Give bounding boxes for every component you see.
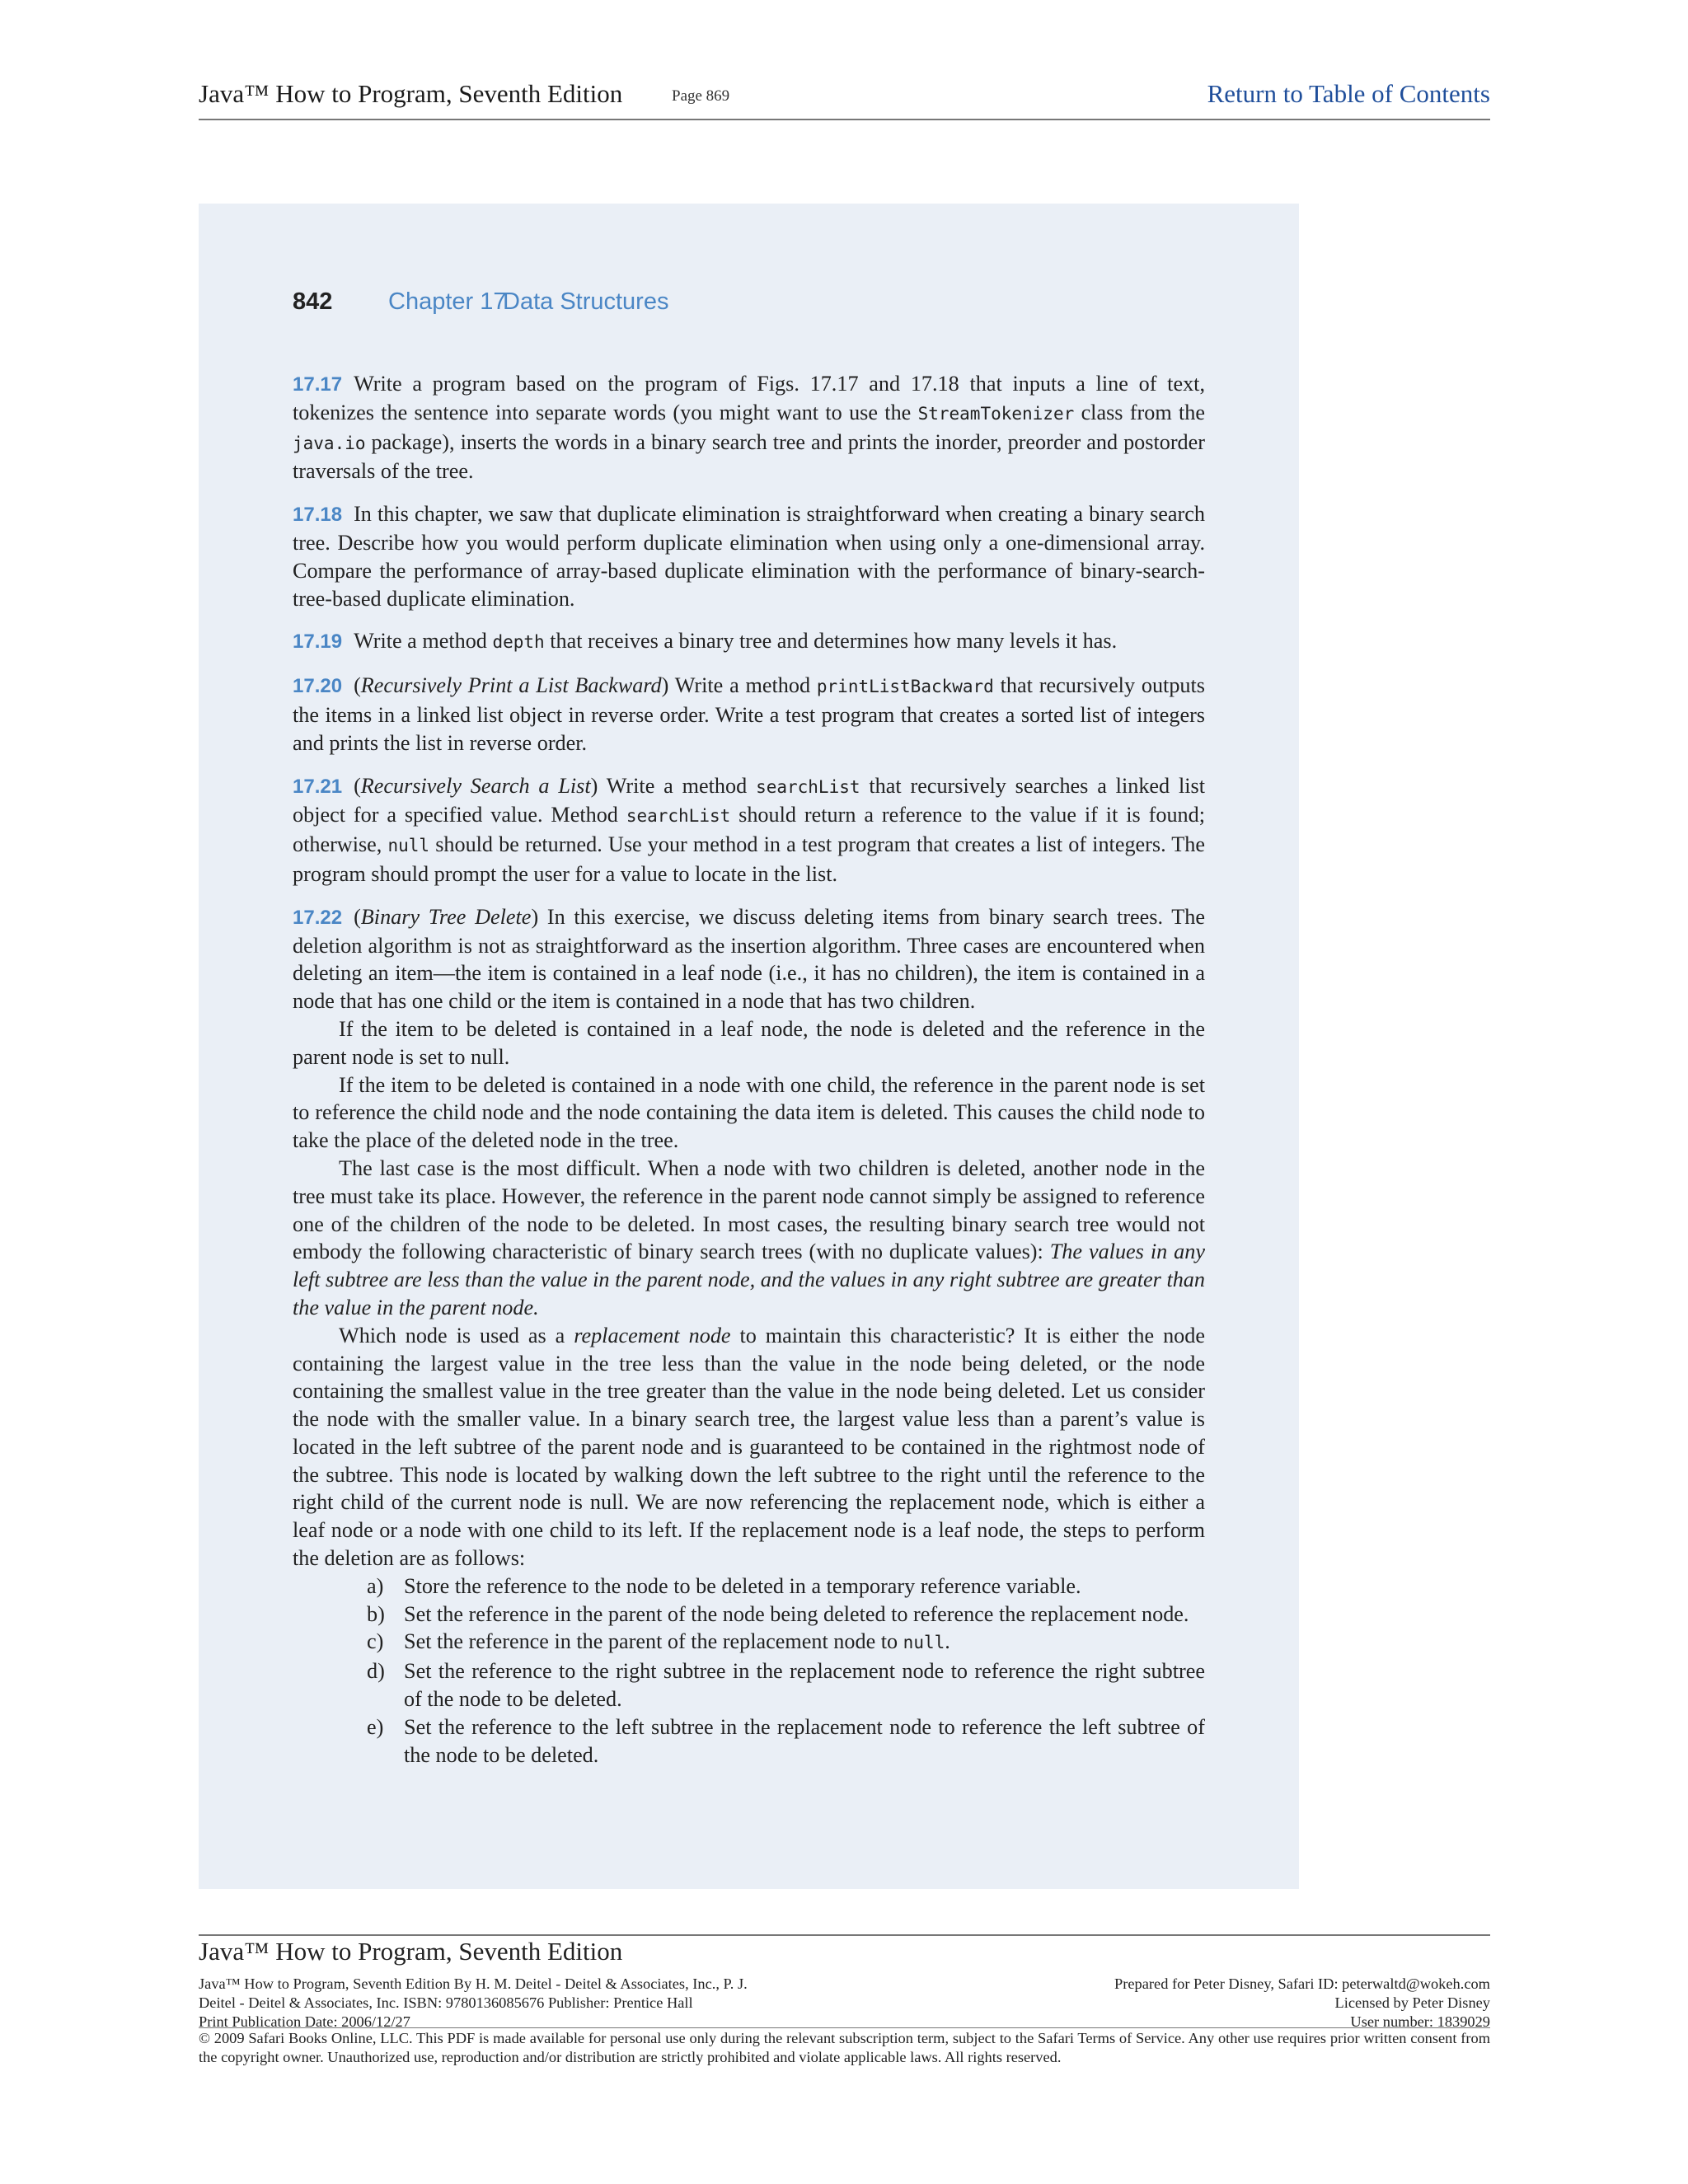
step-item xyxy=(367,1628,1205,1657)
page-label: Page 869 xyxy=(672,87,730,105)
exercise-number: 17.22 xyxy=(293,906,343,929)
footer-publisher: Deitel - Deitel & Associates, Inc. ISBN: 9780136085676 Publisher: Prentice Hall xyxy=(199,1994,693,2011)
paragraph xyxy=(293,903,1205,1015)
paren: ) xyxy=(590,773,598,798)
step-item xyxy=(367,1572,1205,1601)
step-text: . xyxy=(945,1629,950,1654)
paragraph xyxy=(293,1322,1205,1572)
exercise-text: that recursively searches a linked list object for a specified value. Method xyxy=(293,773,1206,827)
exercise-17-18 xyxy=(293,500,1205,612)
exercise-text: should return a reference to the value if it is found; otherwise, xyxy=(293,803,1206,857)
step-text: Set the reference to the right subtree in the replacement node to reference the right subtree of the node to be deleted. xyxy=(404,1659,1205,1712)
exercise-number: 17.20 xyxy=(293,675,343,698)
exercise-17-21 xyxy=(293,772,1205,888)
deletion-steps xyxy=(293,1572,1205,1769)
exercise-text: that receives a binary tree and determines how many levels it has. xyxy=(544,629,1118,654)
step-marker: e) xyxy=(367,1714,384,1739)
exercise-title: Binary Tree Delete xyxy=(360,904,532,929)
page-number: 842 xyxy=(293,288,333,315)
exercise-text: class from the xyxy=(1074,400,1205,424)
code-term: depth xyxy=(492,632,545,653)
footer-title: Java™ How to Program, Seventh Edition xyxy=(199,1937,623,1966)
code-term: searchList xyxy=(756,776,860,797)
copyright-notice: © 2009 Safari Books Online, LLC. This PDF is made available for personal use only during the relevant subscription term, subject to the Safari Terms of Service. Any other use requires prior written consent from the copyright owner. Unauthorized use, reproduction and/or distribution are strictly prohibited and violate applicable laws. All rights reserved. xyxy=(199,2027,1490,2067)
paren: ) xyxy=(531,904,539,929)
exercise-text: In this chapter, we saw that duplicate elimination is straightforward when creating a binary search tree. Describe how you would perform duplicate elimination when using only a one-dimensional array. Compare the performance of array-based duplicate elimination with the performance of binary-search-tree-based duplicate elimination. xyxy=(293,502,1205,611)
code-term: searchList xyxy=(626,806,731,827)
paragraph: If the item to be deleted is contained in a leaf node, the node is deleted and the reference in the parent node is set to null. xyxy=(293,1016,1205,1069)
exercise-17-20 xyxy=(293,672,1205,757)
exercise-text: Write a method xyxy=(354,629,493,654)
exercise-text: should be returned. Use your method in a test program that creates a list of integers. The program should prompt the user for a value to locate in the list. xyxy=(293,832,1205,886)
exercise-number: 17.18 xyxy=(293,504,343,527)
footer-licensed-by: Licensed by Peter Disney xyxy=(1334,1994,1490,2011)
step-item xyxy=(367,1601,1205,1629)
italic-text: replacement node xyxy=(574,1323,731,1347)
footer xyxy=(199,1934,1490,2068)
exercise-text: that recursively outputs the items in a linked list object in reverse order. Write a test program that creates a sorted list of integers and prints the list in reverse order. xyxy=(293,673,1205,755)
paragraph: If the item to be deleted is contained in a node with one child, the reference in the parent node is set to reference the child node and the node containing the data item is deleted. This causes the child node to take the place of the deleted node in the tree. xyxy=(293,1072,1205,1153)
exercise-text: Write a program based on the program of Figs. 17.17 and 17.18 that inputs a line of text, tokenizes the sentence into separate words (you might want to use the xyxy=(293,372,1205,424)
paren: ( xyxy=(354,773,361,798)
return-to-toc-link[interactable]: Return to Table of Contents xyxy=(1207,79,1490,108)
paren: ( xyxy=(354,673,361,698)
exercise-17-17 xyxy=(293,370,1205,485)
book-title: Java™ How to Program, Seventh Edition xyxy=(199,79,623,108)
step-marker: a) xyxy=(367,1573,384,1598)
footer-publication-date: Print Publication Date: 2006/12/27 xyxy=(199,2013,410,2030)
exercise-text: Which node is used as a xyxy=(339,1323,574,1347)
code-term: null xyxy=(903,1633,945,1653)
exercise-text: In this exercise, we discuss deleting items from binary search trees. The deletion algorithm is not as straightforward as the insertion algorithm. Three cases are encountered when deleting an item—the item is contained in a leaf node (i.e., it has no children), the item is contained in a node that has one child or the item is contained in a node that has two children. xyxy=(293,904,1205,1014)
paragraph xyxy=(293,1155,1205,1322)
paren: ) xyxy=(661,673,669,698)
chapter-title: Data Structures xyxy=(503,288,669,315)
step-item xyxy=(367,1713,1205,1769)
code-term: printListBackward xyxy=(816,677,994,697)
paren: ( xyxy=(354,904,361,929)
exercise-text: Write a method xyxy=(598,773,757,798)
code-term: null xyxy=(387,836,430,856)
exercise-text: package), inserts the words in a binary search tree and prints the inorder, preorder and postorder traversals of the tree. xyxy=(293,429,1205,484)
code-term: java.io xyxy=(293,433,366,453)
exercise-number: 17.19 xyxy=(293,630,343,654)
step-text: Set the reference in the parent of the node being deleted to reference the replacement node. xyxy=(404,1601,1189,1626)
step-text: Set the reference to the left subtree in the replacement node to reference the left subtree of the node to be deleted. xyxy=(404,1714,1205,1767)
exercise-text: to maintain this characteristic? It is either the node containing the largest value in the tree less than the value in the node being deleted, or the node containing the smallest value in the tree greater than the value in the node being deleted. Let us consider the node with the smaller value. In a binary search tree, the largest value less than a parent’s value is located in the left subtree of the parent node and is guaranteed to be contained in the rightmost node of the subtree. This node is located by walking down the left subtree to the right until the reference to the right child of the current node is null. We are now referencing the replacement node, which is either a leaf node or a node with one child to its left. If the replacement node is a leaf node, the steps to perform the deletion are as follows: xyxy=(293,1323,1205,1571)
exercise-number: 17.17 xyxy=(293,373,343,396)
step-text: Set the reference in the parent of the replacement node to xyxy=(404,1629,903,1654)
step-marker: d) xyxy=(367,1659,385,1684)
italic-text: The values in any left subtree are less than the value in the parent node, and the values in any right subtree are greater than the value in the parent node. xyxy=(293,1240,1205,1319)
exercise-17-22 xyxy=(293,903,1205,1769)
exercise-text: Write a method xyxy=(668,673,817,698)
chapter-label: Chapter 17 xyxy=(388,288,507,315)
exercise-text: The last case is the most difficult. When a node with two children is deleted, another node in the tree must take its place. However, the reference in the parent node cannot simply be assigned to reference one of the children of the node to be deleted. In most cases, the resulting binary search tree would not embody the following characteristic of binary search trees (with no duplicate values): xyxy=(293,1155,1205,1264)
footer-user-number: User number: 1839029 xyxy=(1350,2013,1490,2030)
exercise-title: Recursively Search a List xyxy=(360,773,591,798)
page-panel xyxy=(199,204,1299,1889)
step-item xyxy=(367,1657,1205,1713)
top-header xyxy=(199,76,1490,120)
code-term: StreamTokenizer xyxy=(917,403,1075,424)
footer-prepared-for: Prepared for Peter Disney, Safari ID: peterwaltd@wokeh.com xyxy=(1114,1975,1490,1992)
exercise-title: Recursively Print a List Backward xyxy=(360,673,662,698)
exercise-number: 17.21 xyxy=(293,775,343,798)
text-body xyxy=(293,370,1205,1783)
exercise-17-19 xyxy=(293,627,1205,657)
footer-book-credits: Java™ How to Program, Seventh Edition By H. M. Deitel - Deitel & Associates, Inc., P. J. xyxy=(199,1975,748,1992)
step-marker: b) xyxy=(367,1601,385,1626)
step-marker: c) xyxy=(367,1629,384,1654)
step-text: Store the reference to the node to be deleted in a temporary reference variable. xyxy=(404,1573,1081,1598)
